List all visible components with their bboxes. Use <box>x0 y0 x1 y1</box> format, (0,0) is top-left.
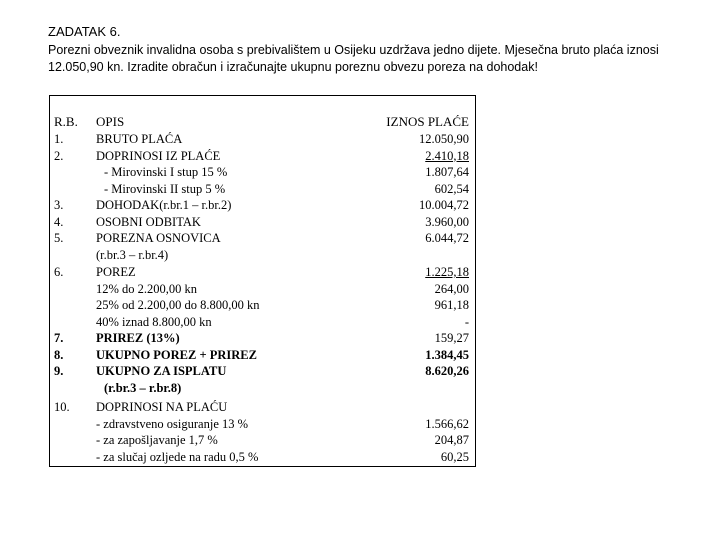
row-description: UKUPNO ZA ISPLATU <box>96 364 227 378</box>
task-title: ZADATAK 6. <box>48 24 121 39</box>
row-description: POREZ <box>96 265 136 279</box>
row-description: DOPRINOSI NA PLAĆU <box>96 400 228 414</box>
row-number: 2. <box>54 148 64 163</box>
row-description: 40% iznad 8.800,00 kn <box>96 314 212 329</box>
row-description: - zdravstveno osiguranje 13 % <box>96 416 249 431</box>
row-amount: 8.620,26 <box>425 364 469 378</box>
row-amount: 1.384,45 <box>425 347 469 362</box>
row-amount: 60,25 <box>440 449 469 464</box>
row-amount: 1.807,64 <box>425 165 469 179</box>
row-amount: 264,00 <box>434 281 469 296</box>
row-number: 4. <box>54 214 64 229</box>
row-number: 7. <box>54 331 64 345</box>
row-description: BRUTO PLAĆA <box>96 132 183 146</box>
row-amount: 2.410,18 <box>425 148 469 163</box>
row-amount: 602,54 <box>434 181 469 196</box>
row-amount: 961,18 <box>434 298 469 312</box>
row-number: 8. <box>54 347 64 362</box>
row-description: POREZNA OSNOVICA <box>96 231 221 245</box>
row-amount: 1.225,18 <box>425 265 469 279</box>
row-description: (r.br.3 – r.br.8) <box>104 380 182 395</box>
row-number: 1. <box>54 132 64 146</box>
row-description: - Mirovinski II stup 5 % <box>104 181 226 196</box>
row-description: - za slučaj ozljede na radu 0,5 % <box>96 449 259 464</box>
row-description: - Mirovinski I stup 15 % <box>104 165 228 179</box>
row-number: 6. <box>54 265 64 279</box>
row-amount: 3.960,00 <box>425 214 469 229</box>
row-description: PRIREZ (13%) <box>96 331 180 345</box>
row-number: 3. <box>54 198 64 212</box>
row-description: (r.br.3 – r.br.4) <box>96 247 169 262</box>
task-description: Porezni obveznik invalidna osoba s prebivalištem u Osijeku uzdržava jedno dijete. Mjesečna bruto plaća iznosi 12.050,90 kn. Izradite obračun i izračunajte ukupnu poreznu obvezu poreza na dohodak! <box>48 43 659 74</box>
row-amount: 204,87 <box>434 433 469 447</box>
row-amount: 10.004,72 <box>419 198 469 212</box>
header-opis: OPIS <box>96 114 125 129</box>
row-number: 9. <box>54 364 64 378</box>
row-description: 12% do 2.200,00 kn <box>96 281 198 296</box>
row-amount: 6.044,72 <box>425 231 469 245</box>
row-description: DOPRINOSI IZ PLAĆE <box>96 148 221 163</box>
row-amount: 12.050,90 <box>419 132 469 146</box>
row-amount: 159,27 <box>434 331 469 345</box>
row-description: OSOBNI ODBITAK <box>96 214 201 229</box>
row-amount: 1.566,62 <box>425 416 469 431</box>
row-description: UKUPNO POREZ + PRIREZ <box>96 347 257 362</box>
row-number: 5. <box>54 231 64 245</box>
row-number: 10. <box>54 400 70 414</box>
row-description: - za zapošljavanje 1,7 % <box>96 433 218 447</box>
calculation-table <box>49 95 476 467</box>
header-rb: R.B. <box>54 114 78 129</box>
row-description: 25% od 2.200,00 do 8.800,00 kn <box>96 298 260 312</box>
header-iznos: IZNOS PLAĆE <box>386 114 469 129</box>
row-description: DOHODAK(r.br.1 – r.br.2) <box>96 198 232 212</box>
row-amount: - <box>464 314 469 329</box>
